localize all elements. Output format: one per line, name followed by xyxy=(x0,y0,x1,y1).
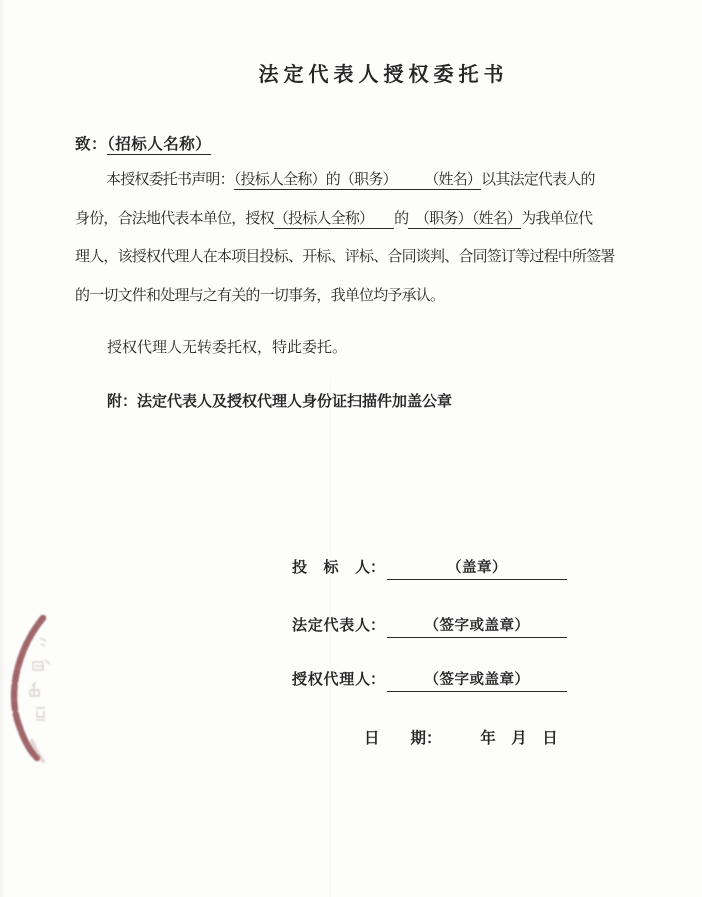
bidder-seal-blank xyxy=(387,556,567,580)
page-title: 法定代表人授权委托书 xyxy=(258,64,509,86)
legal-representative-signature-hint: （签字或盖章） xyxy=(424,618,530,634)
blank-underline: （投标人全称） xyxy=(273,210,395,227)
addressee-blank: （招标人名称） xyxy=(107,136,212,153)
addressee-label: 致： xyxy=(75,136,108,153)
bidder-colon: ： xyxy=(370,560,386,576)
partial-seal-stamp-icon xyxy=(2,606,62,771)
declaration-line-4: 的一切文件和处理与之有关的一切事务，我单位均予承认。 xyxy=(75,287,445,304)
note-line: 授权代理人无转委托权，特此委托。 xyxy=(107,340,348,356)
text-segment: 本授权委托书声明： xyxy=(106,172,234,188)
authorized-agent-signature-hint: （签字或盖章） xyxy=(424,672,530,688)
text-segment: 的 xyxy=(394,210,409,227)
bidder-seal-hint: （盖章） xyxy=(447,560,508,576)
declaration-line-3: 理人，该授权代理人在本项目投标、开标、评标、合同谈判、合同签订等过程中所签署 xyxy=(75,249,615,265)
blank-underline: （职务）（姓名） xyxy=(408,210,522,227)
authorized-agent-label: 授权代理人 xyxy=(292,672,370,688)
signature-row-authorized-agent xyxy=(292,668,567,692)
declaration-paragraph xyxy=(75,165,660,319)
addressee-line xyxy=(75,132,211,154)
text-segment: 身份，合法地代表本单位，授权 xyxy=(75,210,274,227)
legal-representative-colon: ： xyxy=(370,618,386,634)
authorized-agent-signature-blank xyxy=(387,668,567,692)
legal-representative-signature-blank xyxy=(387,614,567,638)
authorized-agent-colon: ： xyxy=(370,672,386,688)
date-line: 日 期： 年 月 日 xyxy=(364,730,558,747)
text-segment: 为我单位代 xyxy=(521,210,593,227)
declaration-line-1 xyxy=(75,165,660,204)
declaration-line-2 xyxy=(75,204,660,243)
text-segment: 以其法定代表人的 xyxy=(481,172,595,188)
bidder-label: 投标人 xyxy=(292,560,370,576)
blank-underline: （投标人全称）的（职务） （姓名） xyxy=(233,172,482,188)
signature-row-legal-representative xyxy=(292,614,567,638)
attachment-line: 附：法定代表人及授权代理人身份证扫描件加盖公章 xyxy=(107,394,453,410)
legal-representative-label: 法定代表人 xyxy=(292,618,370,634)
signature-row-bidder xyxy=(292,556,567,580)
